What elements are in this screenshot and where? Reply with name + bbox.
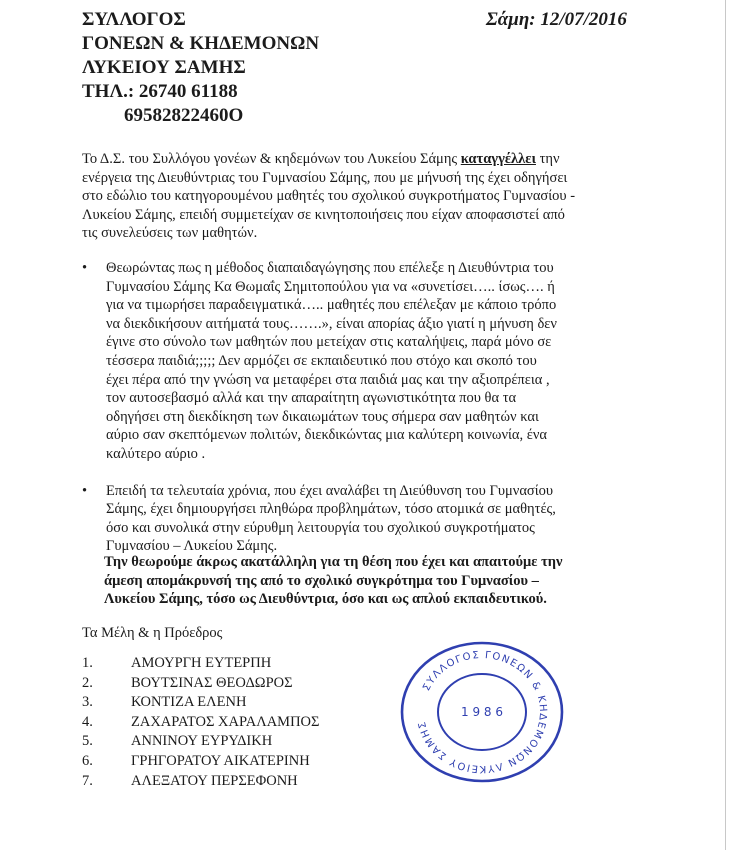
bullet-1-line: τέσσερα παιδιά;;;;; Δεν αρμόζει σε εκπαιδευτικό που στόχο και σκοπό του [106,352,537,369]
member-row [82,713,319,733]
bullet-2-text [106,482,622,556]
demand-line: άμεση απομάκρυνσή της από το σχολικό συγκρότημα του Γυμνασίου – [104,572,539,589]
letterhead-org-line-3: ΛΥΚΕΙΟΥ ΣΑΜΗΣ [82,57,246,78]
bullet-1-text [106,259,622,464]
intro-line: στο εδώλιο του κατηγορουμένου μαθητές του σχολικού συγκροτήματος Γυμνασίου - [82,188,576,205]
member-row [82,732,319,752]
bullet-1-line: τον αυτοσεβασμό αλλά και την απαραίτητη αγωνιστικότητα που θα τα [106,390,517,407]
intro-paragraph [82,150,622,243]
bullet-2-line: όσο και συνολικά στην εύρυθμη λειτουργία του σχολικού συγκροτήματος [106,519,535,536]
bullet-1-line: να διεκδικήσουν αιτήματά τους…….», είναι απορίας άξιο γιατί η μήνυση δεν [106,315,557,332]
bullet-1-line: Γυμνασίου Σάμης Κα Θωμαΐς Σημιτοπούλου για να «συνετίσει….. ίσως…. ή [106,278,555,295]
bullet-item-1 [82,259,622,464]
demand-line: Την θεωρούμε άκρως ακατάλληλη για τη θέση που έχει και απαιτούμε την [104,554,563,570]
member-number: 1. [82,655,93,671]
stamp-year: 1 9 8 6 [461,705,503,719]
bullet-dot: • [82,482,88,499]
intro-line: τις συνελεύσεις των μαθητών. [82,225,258,242]
member-row [82,772,319,792]
bullet-1-line: καλύτερο αύριο . [106,445,206,462]
member-name: ΖΑΧΑΡΑΤΟΣ ΧΑΡΑΛΑΜΠΟΣ [131,713,320,730]
letterhead-phone: ΤΗΛ.: 26740 61188 [82,81,238,102]
intro-line: Λυκείου Σάμης, επειδή συμμετείχαν σε κινητοποιήσεις που είχαν αποφασιστεί από [82,206,565,223]
stamp-ring-textpath: ΣΥΛΛΟΓΟΣ ΓΟΝΕΩΝ & ΚΗΔΕΜΟΝΩΝ ΛΥΚΕΙΟΥ ΣΑΜΗΣ [416,649,549,775]
member-name: ΑΝΝΙΝΟΥ ΕΥΡΥΔΙΚΗ [131,733,273,750]
letterhead [82,8,319,128]
bullet-2-line: Επειδή τα τελευταία χρόνια, που έχει αναλάβει τη Διεύθυνση του Γυμνασίου [106,482,554,499]
letterhead-phone-mobile: 69582822460О [124,105,244,126]
intro-emphasis-word: καταγγέλλει [460,151,536,167]
member-name: ΑΛΕΞΑΤΟΥ ΠΕΡΣΕΦΟΝΗ [131,772,298,789]
member-name: ΒΟΥΤΣΙΝΑΣ ΘΕΟΔΩΡΟΣ [131,674,293,691]
member-name: ΚΟΝΤΙΖΑ ΕΛΕΝΗ [131,694,247,711]
association-stamp [398,640,566,784]
bullet-1-line: αύριο σαν σκεπτόμενων πολιτών, διεκδικώντας μια καλύτερη κοινωνία, ένα [106,427,548,444]
letterhead-org-line-2: ΓΟΝΕΩΝ & ΚΗΔΕΜΟΝΩΝ [82,33,320,54]
member-name: ΑΜΟΥΡΓΗ ΕΥΤΕΡΠΗ [131,655,272,671]
member-number: 7. [82,772,93,789]
member-row [82,674,319,694]
member-number: 6. [82,752,93,769]
member-name: ΓΡΗΓΟΡΑΤΟΥ ΑΙΚΑΤΕΡΙΝΗ [131,752,310,769]
intro-line: ενέργεια της Διευθύντριας του Γυμνασίου Σάμης, που με μήνυσή της έχει οδηγήσει [82,169,568,186]
bullet-dot: • [82,260,88,276]
member-row [82,693,319,713]
member-number: 2. [82,674,93,691]
demand-paragraph [104,553,624,609]
bullet-1-line: για να τιμωρήσει παραδειγματικά….. μαθητές που επέλεξαν με κάποιο τρόπο [106,297,557,314]
member-number: 5. [82,733,93,750]
letterhead-org-line-1: ΣΥΛΛΟΓΟΣ [82,9,186,30]
bullet-2-line: Γυμνασίου – Λυκείου Σάμης. [106,538,278,555]
members-title: Τα Μέλη & η Πρόεδρος [82,625,223,641]
intro-text-start: Το Δ.Σ. του Συλλόγου γονέων & κηδεμόνων του Λυκείου Σάμης [82,151,458,167]
bullet-list [82,259,622,574]
bullet-1-line: Θεωρώντας πως η μέθοδος διαπαιδαγώγησης που επέλεξε η Διευθύντρια του [106,260,554,276]
demand-line: Λυκείου Σάμης, τόσο ως Διευθύντρια, όσο και ως απλού εκπαιδευτικού. [104,591,547,608]
bullet-1-line: έχει πέρα από την γνώση να μεταφέρει στα παιδιά μας και την αξιοπρέπεια , [106,371,550,388]
letter-date: Σάμη: 12/07/2016 [486,9,627,30]
bullet-2-line: Σάμης, έχει δημιουργήσει πληθώρα προβλημάτων, τόσο ατομικά σε μαθητές, [106,501,556,518]
bullet-item-2 [82,482,622,556]
bullet-1-line: έγινε στο σύνολο των μαθητών που μετείχαν στις καταλήψεις, παρά μόνο σε [106,334,552,351]
intro-text-cont: την [539,151,560,167]
members-list [82,654,319,791]
member-number: 4. [82,713,93,730]
member-number: 3. [82,694,93,711]
page-edge-rule [725,0,726,850]
bullet-1-line: οδηγήσει στη διεκδίκηση των δικαιωμάτων τους σήμερα σαν μαθητών και [106,408,539,425]
member-row [82,752,319,772]
member-row [82,654,319,674]
